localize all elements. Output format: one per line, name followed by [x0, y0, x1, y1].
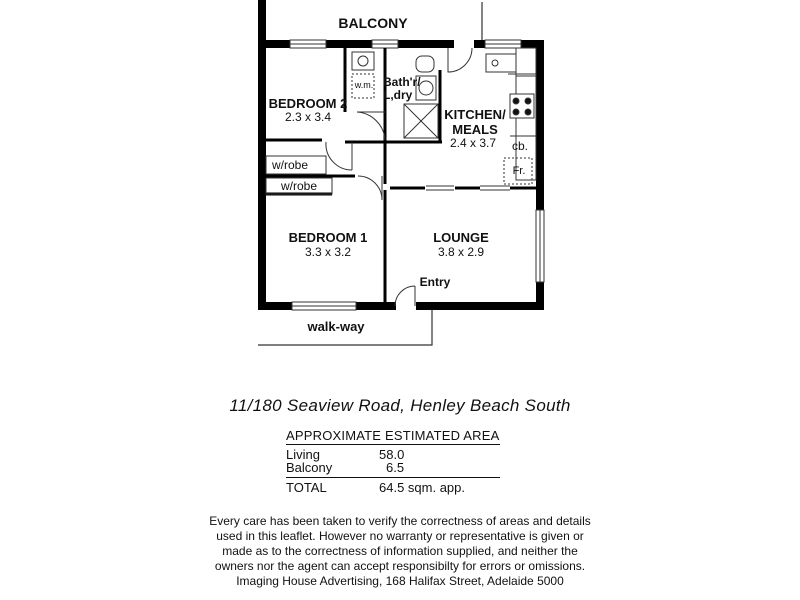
balcony-label: BALCONY [338, 15, 408, 31]
walkway-label: walk-way [307, 319, 365, 334]
area-total-row [286, 477, 500, 494]
disclaimer-line: owners nor the agent can accept responsibilty for errors or omissions. [214, 559, 586, 573]
bathroom-label-1: Bath'r/ [383, 75, 421, 89]
disclaimer-line: made as to the correctness of information supplied, and neither the [222, 544, 578, 558]
bedroom1-label: BEDROOM 1 [288, 230, 368, 245]
area-row-value: 58.0 [379, 447, 405, 462]
wm-label: w.m. [354, 80, 374, 90]
disclaimer-line: Imaging House Advertising, 168 Halifax Street, Adelaide 5000 [236, 574, 564, 588]
area-row-label: Balcony [286, 460, 333, 475]
bathroom-label-2: L,dry [383, 88, 413, 102]
area-row-label: Living [286, 447, 320, 462]
lounge-size: 3.8 x 2.9 [437, 245, 485, 259]
lounge-label: LOUNGE [433, 230, 489, 245]
area-total-value: 64.5 sqm. app. [379, 480, 465, 495]
area-total-label: TOTAL [286, 480, 327, 495]
bedroom2-label: BEDROOM 2 [268, 96, 348, 111]
disclaimer-line: used in this leaflet. However no warranty or representative is given or [216, 529, 584, 543]
wrobe2-label: w/robe [280, 179, 318, 193]
bedroom1-size: 3.3 x 3.2 [304, 245, 352, 259]
cb-label: cb. [511, 139, 529, 153]
property-address: 11/180 Seaview Road, Henley Beach South [229, 396, 571, 415]
kitchen-label-1: KITCHEN/ [444, 107, 506, 122]
area-row-value: 6.5 [386, 460, 405, 475]
kitchen-size: 2.4 x 3.7 [449, 136, 497, 150]
entry-label: Entry [419, 275, 451, 289]
bedroom2-size: 2.3 x 3.4 [284, 110, 332, 124]
kitchen-label-2: MEALS [452, 122, 498, 137]
area-table [286, 428, 500, 494]
fridge-label: Fr. [512, 165, 526, 177]
wrobe1-label: w/robe [271, 158, 309, 172]
disclaimer [0, 514, 800, 589]
disclaimer-line: Every care has been taken to verify the correctness of areas and details [209, 514, 591, 528]
area-table-heading: APPROXIMATE ESTIMATED AREA [286, 428, 500, 443]
area-row-balcony [286, 461, 500, 474]
